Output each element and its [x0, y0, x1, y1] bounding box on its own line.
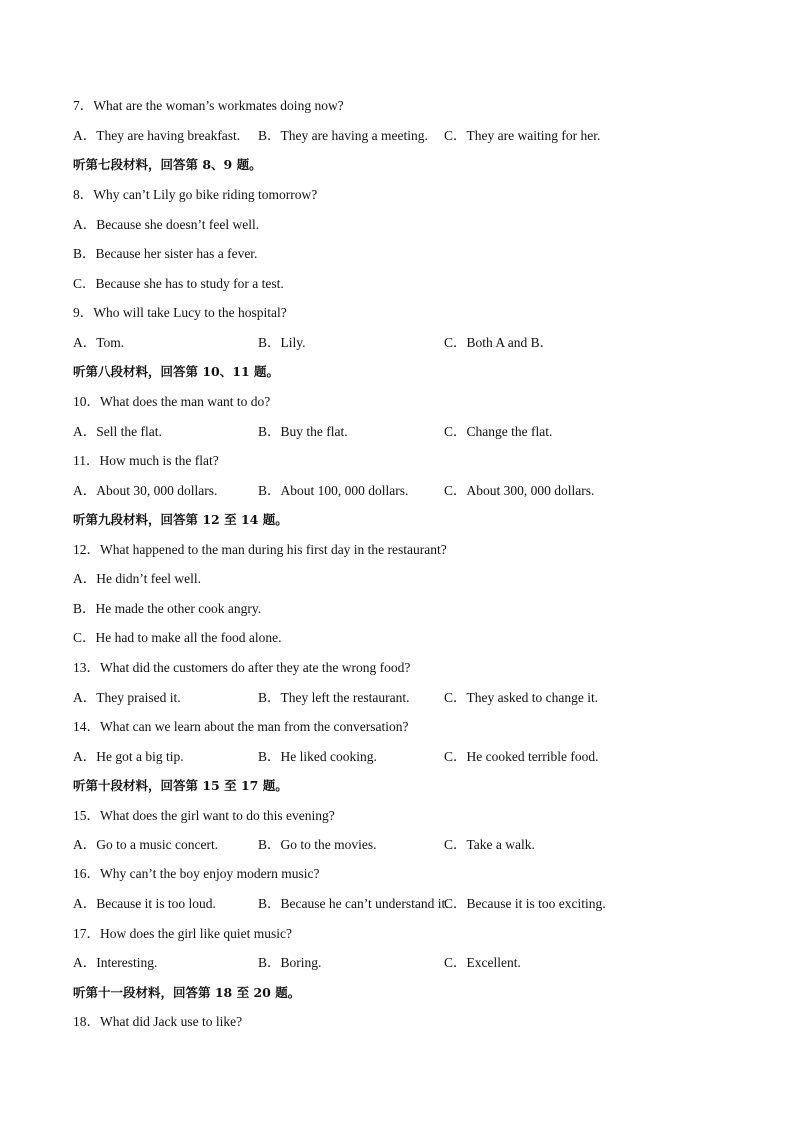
section-heading-9: 听第九段材料，回答第 12 至 14 题。 — [73, 512, 288, 527]
option-b: B．Because he can’t understand it. — [258, 896, 449, 911]
option-a: A．Tom. — [73, 335, 125, 350]
option-b: B．He liked cooking. — [258, 749, 377, 764]
section-heading-7: 听第七段材料，回答第 8、9 题。 — [73, 157, 262, 172]
option-a: A．Go to a music concert. — [73, 837, 219, 852]
section-heading-11: 听第十一段材料，回答第 18 至 20 题。 — [73, 985, 301, 1000]
option-8-a: A．Because she doesn’t feel well. — [73, 217, 260, 232]
options-16 — [73, 894, 773, 914]
options-9 — [73, 333, 773, 353]
option-a: A．Sell the flat. — [73, 424, 162, 439]
question-9: 9．Who will take Lucy to the hospital? — [73, 305, 287, 320]
option-12-c: C．He had to make all the food alone. — [73, 630, 282, 645]
options-7 — [73, 126, 773, 146]
options-17 — [73, 953, 773, 973]
question-15: 15．What does the girl want to do this evening? — [73, 808, 335, 823]
question-13: 13．What did the customers do after they ate the wrong food? — [73, 660, 411, 675]
option-c: C．Excellent. — [444, 955, 521, 970]
option-b: B．Go to the movies. — [258, 837, 377, 852]
option-8-c: C．Because she has to study for a test. — [73, 276, 284, 291]
options-14 — [73, 747, 773, 767]
option-c: C．Take a walk. — [444, 837, 535, 852]
option-12-b: B．He made the other cook angry. — [73, 601, 262, 616]
options-10 — [73, 422, 773, 442]
option-b: B．Buy the flat. — [258, 424, 348, 439]
option-a: A．Because it is too loud. — [73, 896, 216, 911]
options-13 — [73, 688, 773, 708]
option-8-b: B．Because her sister has a fever. — [73, 246, 258, 261]
option-c: C．Both A and B． — [444, 335, 554, 350]
section-heading-10: 听第十段材料，回答第 15 至 17 题。 — [73, 778, 288, 793]
question-7: 7．What are the woman’s workmates doing now? — [73, 98, 344, 113]
question-11: 11．How much is the flat? — [73, 453, 219, 468]
option-c: C．They are waiting for her. — [444, 128, 601, 143]
option-b: B．Boring. — [258, 955, 322, 970]
option-c: C．Change the flat. — [444, 424, 553, 439]
option-a: A．They are having breakfast. — [73, 128, 241, 143]
option-b: B．Lily. — [258, 335, 306, 350]
section-heading-8: 听第八段材料，回答第 10、11 题。 — [73, 364, 279, 379]
question-17: 17．How does the girl like quiet music? — [73, 926, 292, 941]
option-a: A．He got a big tip. — [73, 749, 184, 764]
option-b: B．About 100, 000 dollars. — [258, 483, 409, 498]
question-18: 18．What did Jack use to like? — [73, 1014, 243, 1029]
question-8: 8．Why can’t Lily go bike riding tomorrow? — [73, 187, 318, 202]
option-c: C．Because it is too exciting. — [444, 896, 606, 911]
option-a: A．Interesting. — [73, 955, 158, 970]
options-11 — [73, 481, 773, 501]
option-12-a: A．He didn’t feel well. — [73, 571, 201, 586]
question-14: 14．What can we learn about the man from the conversation? — [73, 719, 409, 734]
question-16: 16．Why can’t the boy enjoy modern music? — [73, 866, 320, 881]
option-c: C．About 300, 000 dollars. — [444, 483, 595, 498]
option-a: A．They praised it. — [73, 690, 181, 705]
option-b: B．They are having a meeting. — [258, 128, 428, 143]
option-c: C．They asked to change it. — [444, 690, 599, 705]
question-10: 10．What does the man want to do? — [73, 394, 271, 409]
option-a: A．About 30, 000 dollars. — [73, 483, 218, 498]
option-c: C．He cooked terrible food. — [444, 749, 599, 764]
options-15 — [73, 835, 773, 855]
option-b: B．They left the restaurant. — [258, 690, 410, 705]
question-12: 12．What happened to the man during his first day in the restaurant? — [73, 542, 447, 557]
